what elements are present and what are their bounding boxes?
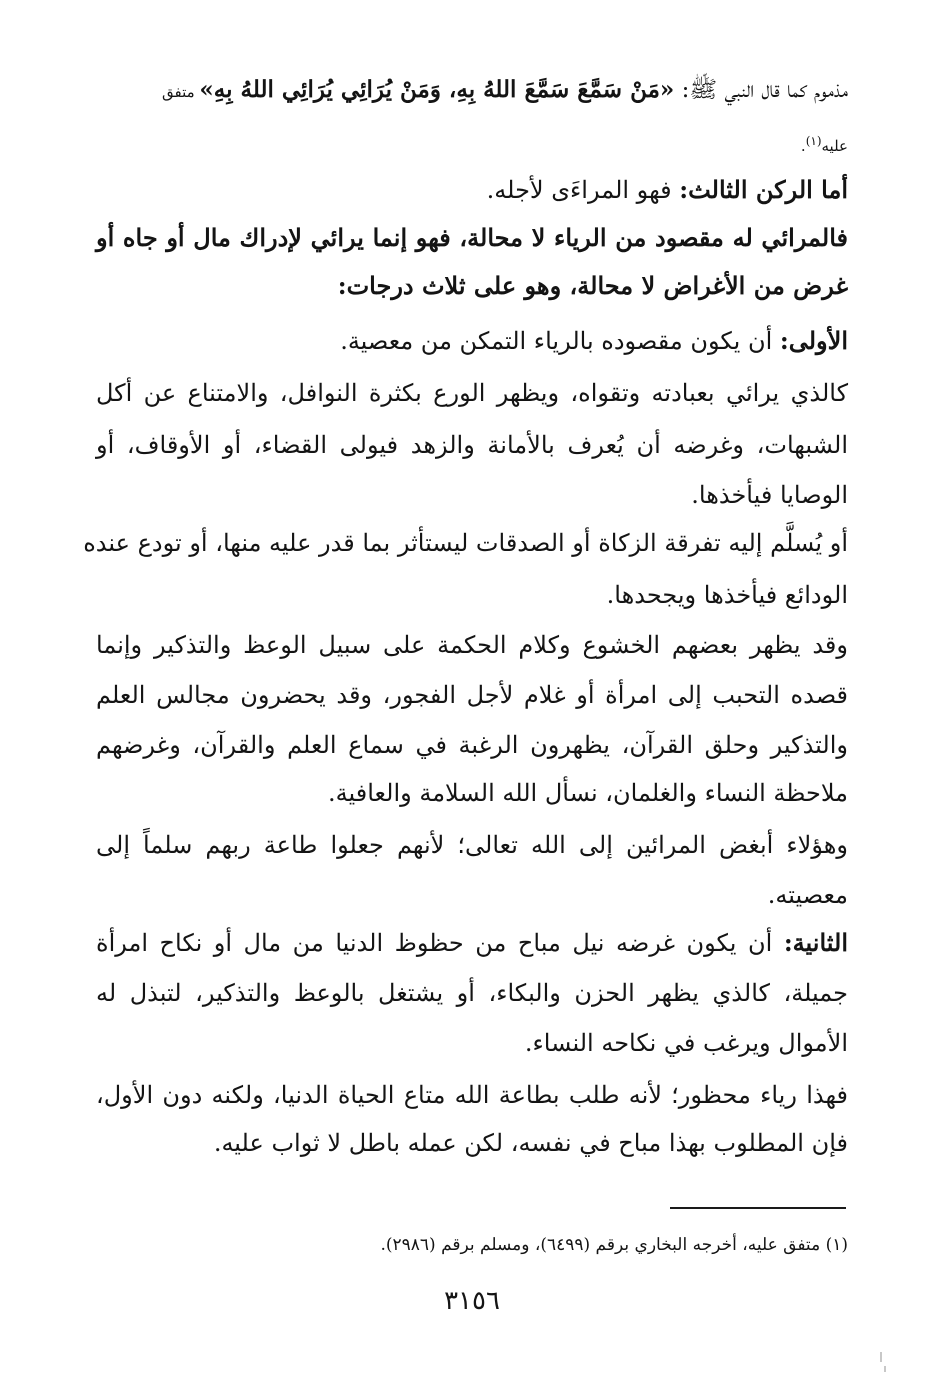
text-run: متفق <box>161 83 200 101</box>
text-line-13 <box>96 677 848 713</box>
text-run: غرض من الأغراض لا محالة، وهو على ثلاث درجات: <box>337 271 848 300</box>
text-run: أو يُسلَّم إليه تفرقة الزكاة أو الصدقات ليستأثر بما قدر عليه منها، أو تودع عنده <box>83 529 848 557</box>
hadith-quote: «مَنْ سَمَّعَ سَمَّعَ اللهُ بِهِ، وَمَنْ يُرَائِي يُرَائِي اللهُ بِهِ» <box>199 76 675 103</box>
footnote: (١) متفق عليه، أخرجه البخاري برقم (٦٤٩٩)، ومسلم برقم (٢٩٨٦). <box>380 1235 848 1255</box>
text-line-21 <box>96 1077 848 1113</box>
text-line-12 <box>96 627 848 663</box>
footnote-separator <box>670 1207 846 1209</box>
text-line-4 <box>96 220 848 256</box>
text-line-11 <box>607 577 848 613</box>
text-run: قصده التحبب إلى امرأة أو غلام لأجل الفجور، وقد يحضرون مجالس العلم <box>96 681 848 709</box>
text-run: كالذي يرائي بعبادته وتقواه، ويظهر الورع بكثرة النوافل، والامتناع عن أكل <box>96 379 849 407</box>
text-line-10 <box>83 525 848 561</box>
text-run: فالمرائي له مقصود من الرياء لا محالة، فهو إنما يرائي لإدراك مال أو جاه أو <box>96 223 848 252</box>
text-line-7 <box>96 375 848 411</box>
text-run: . <box>800 137 806 155</box>
text-run: جميلة، كالذي يظهر الحزن والبكاء، أو يشتغل بالوعظ والتذكير، لتبذل له <box>96 979 848 1007</box>
text-line-8 <box>96 427 848 463</box>
text-line-15 <box>328 775 848 811</box>
text-line-14 <box>96 727 848 763</box>
heading-label: أما الركن الثالث: <box>679 175 848 204</box>
text-run: فهو المراءَى لأجله. <box>486 176 680 204</box>
text-run: الوصايا فيأخذها. <box>691 481 848 509</box>
text-line-22 <box>214 1125 848 1161</box>
text-run: عليه <box>821 137 848 155</box>
text-run: أن يكون غرضه نيل مباح من حظوظ الدنيا من مال أو نكاح امرأة <box>96 929 784 957</box>
text-run: فإن المطلوب بهذا مباح في نفسه، لكن عمله باطل لا ثواب عليه. <box>213 1129 848 1157</box>
section-heading <box>487 172 848 208</box>
text-run: وقد يظهر بعضهم الخشوع وكلام الحكمة على سبيل الوعظ والتذكير وإنما <box>96 631 848 659</box>
text-run: ملاحظة النساء والغلمان، نسأل الله السلامة والعافية. <box>328 779 848 807</box>
page-number: ٣١٥٦ <box>444 1286 500 1316</box>
text-run: مذموم كما قال النبي ﷺ: <box>674 77 848 103</box>
degree-one-heading <box>340 323 848 359</box>
heading-label: الثانية: <box>783 928 848 957</box>
text-run: وهؤلاء أبغض المرائين إلى الله تعالى؛ لأنهم جعلوا طاعة ربهم سلماً إلى <box>96 831 848 859</box>
text-line-5 <box>338 268 848 304</box>
scan-speck <box>880 1352 882 1362</box>
text-line-16 <box>96 827 848 863</box>
scan-speck <box>884 1366 886 1372</box>
text-line-19 <box>96 975 848 1011</box>
text-run: معصيته. <box>767 881 848 909</box>
text-run: الودائع فيأخذها ويجحدها. <box>606 581 848 609</box>
footnote-reference: (١) <box>805 134 822 148</box>
text-line-2 <box>801 128 848 159</box>
degree-two-heading <box>96 925 848 961</box>
text-run: أن يكون مقصوده بالرياء التمكن من معصية. <box>340 327 780 355</box>
text-run: فهذا رياء محظور؛ لأنه طلب بطاعة الله متاع الحياة الدنيا، ولكنه دون الأول، <box>96 1081 848 1109</box>
text-line-20 <box>525 1025 848 1061</box>
text-line-17 <box>768 877 848 913</box>
text-run: الشبهات، وغرضه أن يُعرف بالأمانة والزهد فيولى القضاء، أو الأوقاف، أو <box>96 431 848 459</box>
text-run: الأموال ويرغب في نكاحه النساء. <box>524 1029 848 1057</box>
text-line-9 <box>691 477 848 513</box>
heading-label: الأولى: <box>779 326 848 355</box>
text-run: والتذكير وحلق القرآن، يظهرون الرغبة في سماع العلم والقرآن، وغرضهم <box>96 731 848 759</box>
text-line-1 <box>162 72 848 110</box>
